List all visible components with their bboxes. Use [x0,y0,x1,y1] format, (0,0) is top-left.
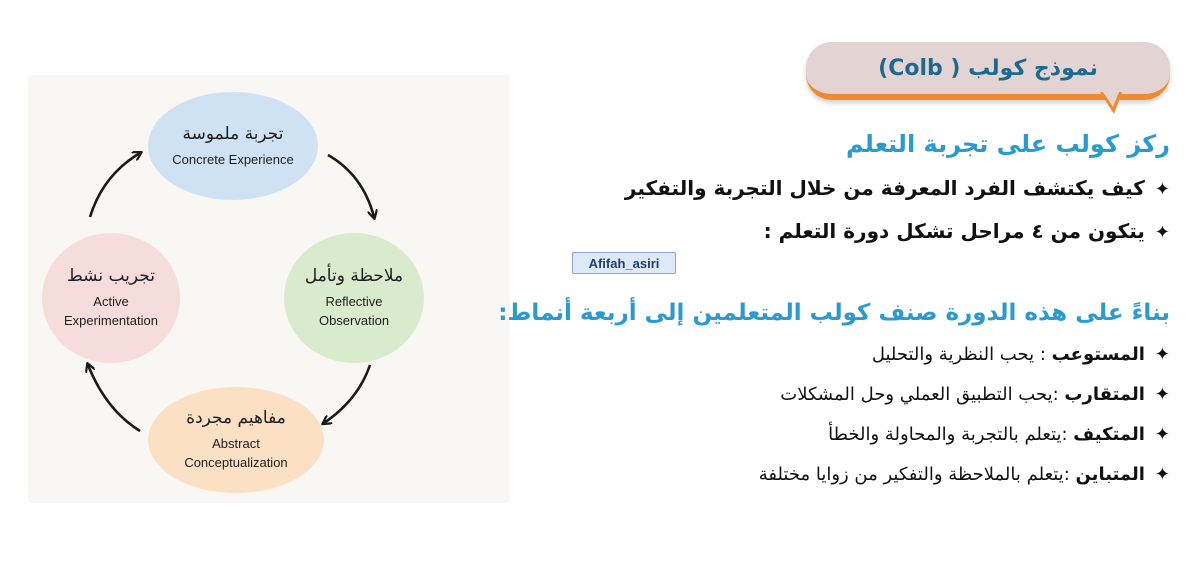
learner-type-name: المتباين [1075,464,1145,485]
learner-type-item [780,384,1170,405]
stage-english-label: Active Experimentation [64,294,158,328]
learner-type-item [828,424,1170,445]
stage-english-label: Abstract Conceptualization [184,436,288,470]
kolb-cycle-diagram [28,75,510,503]
stage-active-experimentation [42,233,180,363]
stage-reflective-observation [284,233,424,363]
learner-type-desc: :يتعلم بالتجربة والمحاولة والخطأ [828,424,1074,445]
stage-concrete-experience [148,92,318,200]
learner-type-name: المتكيف [1073,424,1145,445]
heading-learner-types: بناءً على هذه الدورة صنف كولب المتعلمين إلى أربعة أنماط: [498,300,1170,326]
heading-learning-experience: ركز كولب على تجربة التعلم [845,130,1170,158]
arrow-ro-to-ac [324,365,370,423]
learner-type-name: المستوعب [1051,344,1145,365]
author-watermark: Afifah_asiri [572,252,676,274]
learner-type-desc: :يتعلم بالملاحظة والتفكير من زوايا مختلفة [758,464,1076,485]
arrow-ae-to-ce [90,153,140,217]
bullet-item [625,176,1170,200]
stage-abstract-conceptualization [148,387,324,493]
stage-arabic-label: ملاحظة وتأمل [304,266,404,286]
learner-type-desc: :يحب التطبيق العملي وحل المشكلات [780,384,1065,405]
stage-arabic-label: مفاهيم مجردة [186,408,286,428]
bullet-text: يتكون من ٤ مراحل تشكل دورة التعلم : [763,219,1145,243]
learner-type-name: المتقارب [1064,384,1145,405]
stage-english-label: Reflective Observation [318,294,390,328]
learner-type-desc: : يحب النظرية والتحليل [871,344,1052,365]
learner-type-item [759,464,1170,485]
arrow-ce-to-ro [328,155,374,217]
four-point-star-icon: ✦ [1154,179,1170,200]
four-point-star-icon: ✦ [1154,424,1170,445]
stage-english-label: Concrete Experience [172,151,294,167]
bullet-text: كيف يكتشف الفرد المعرفة من خلال التجربة والتفكير [624,176,1145,200]
stage-arabic-label: تجريب نشط [67,266,155,286]
four-point-star-icon: ✦ [1154,344,1170,365]
learner-type-item [872,344,1170,365]
bullet-item [764,219,1170,243]
four-point-star-icon: ✦ [1154,464,1170,485]
four-point-star-icon: ✦ [1154,222,1170,243]
arrow-ac-to-ae [88,365,140,431]
stage-arabic-label: تجربة ملموسة [182,123,284,144]
page-title: نموذج كولب ( Colb) [878,55,1098,81]
four-point-star-icon: ✦ [1154,384,1170,405]
